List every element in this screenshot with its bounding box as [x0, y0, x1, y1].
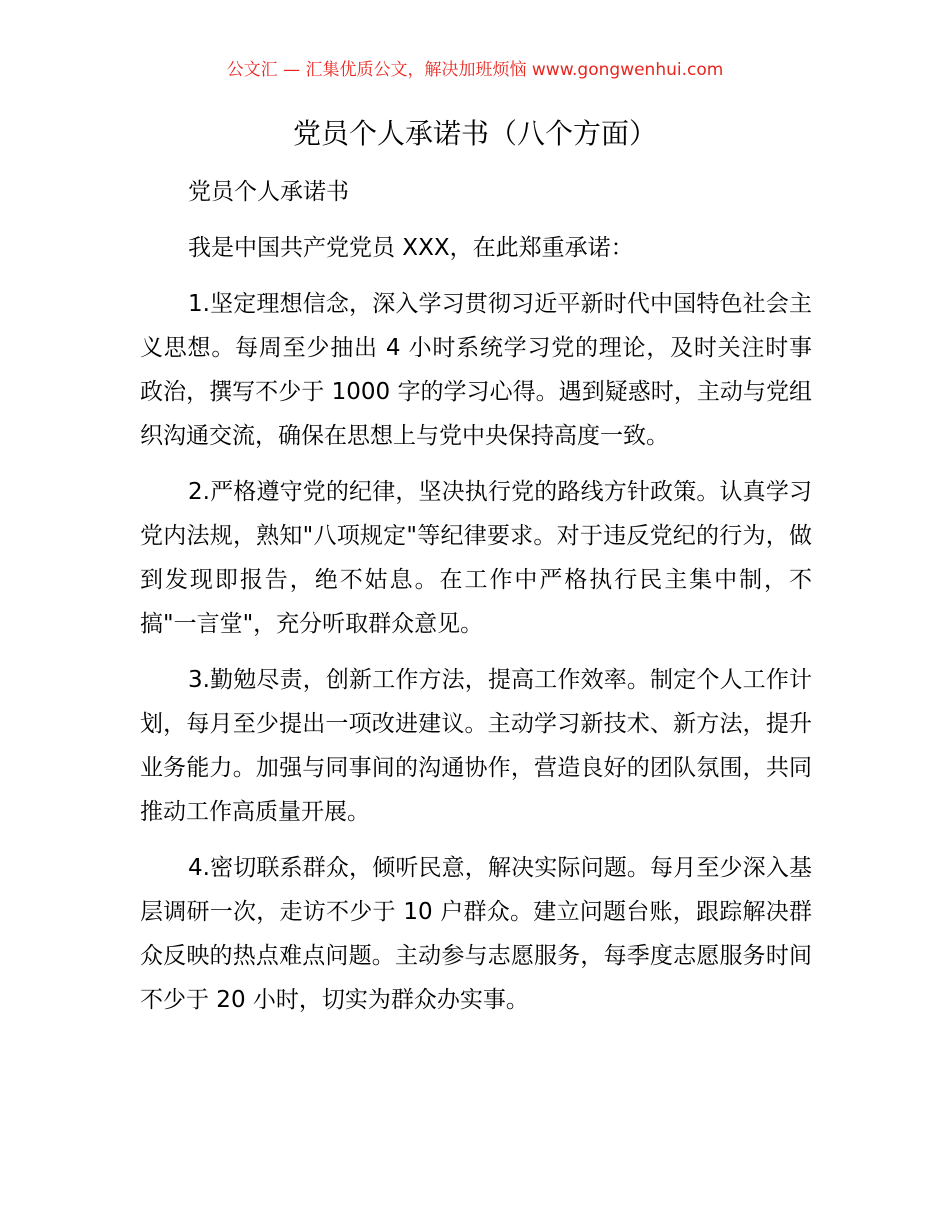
document-intro: 我是中国共产党党员 XXX，在此郑重承诺： — [188, 235, 634, 261]
commitment-item-2: 2.严格遵守党的纪律，坚决执行党的路线方针政策。认真学习党内法规，熟知"八项规定"等纪律要求。对于违反党纪的行为，做到发现即报告，绝不姑息。在工作中严格执行民主集中制，不搞"一言堂"，充分听取群众意见。 — [140, 479, 812, 637]
commitment-item-1: 1.坚定理想信念，深入学习贯彻习近平新时代中国特色社会主义思想。每周至少抽出 4 小时系统学习党的理论，及时关注时事政治，撰写不少于 1000 字的学习心得。遇到疑惑时，主动与党组织沟通交流，确保在思想上与党中央保持高度一致。 — [140, 291, 812, 449]
document-subtitle: 党员个人承诺书 — [188, 179, 349, 205]
commitment-item-4: 4.密切联系群众，倾听民意，解决实际问题。每月至少深入基层调研一次，走访不少于 10 户群众。建立问题台账，跟踪解决群众反映的热点难点问题。主动参与志愿服务，每季度志愿服务时间不少于 20 小时，切实为群众办实事。 — [140, 855, 812, 1013]
header-watermark[interactable]: 公文汇 — 汇集优质公文，解决加班烦恼 www.gongwenhui.com — [226, 60, 724, 80]
page-title: 党员个人承诺书（八个方面） — [292, 117, 657, 150]
document-body — [140, 170, 812, 1034]
commitment-item-3: 3.勤勉尽责，创新工作方法，提高工作效率。制定个人工作计划，每月至少提出一项改进建议。主动学习新技术、新方法，提升业务能力。加强与同事间的沟通协作，营造良好的团队氛围，共同推动工作高质量开展。 — [140, 667, 812, 825]
